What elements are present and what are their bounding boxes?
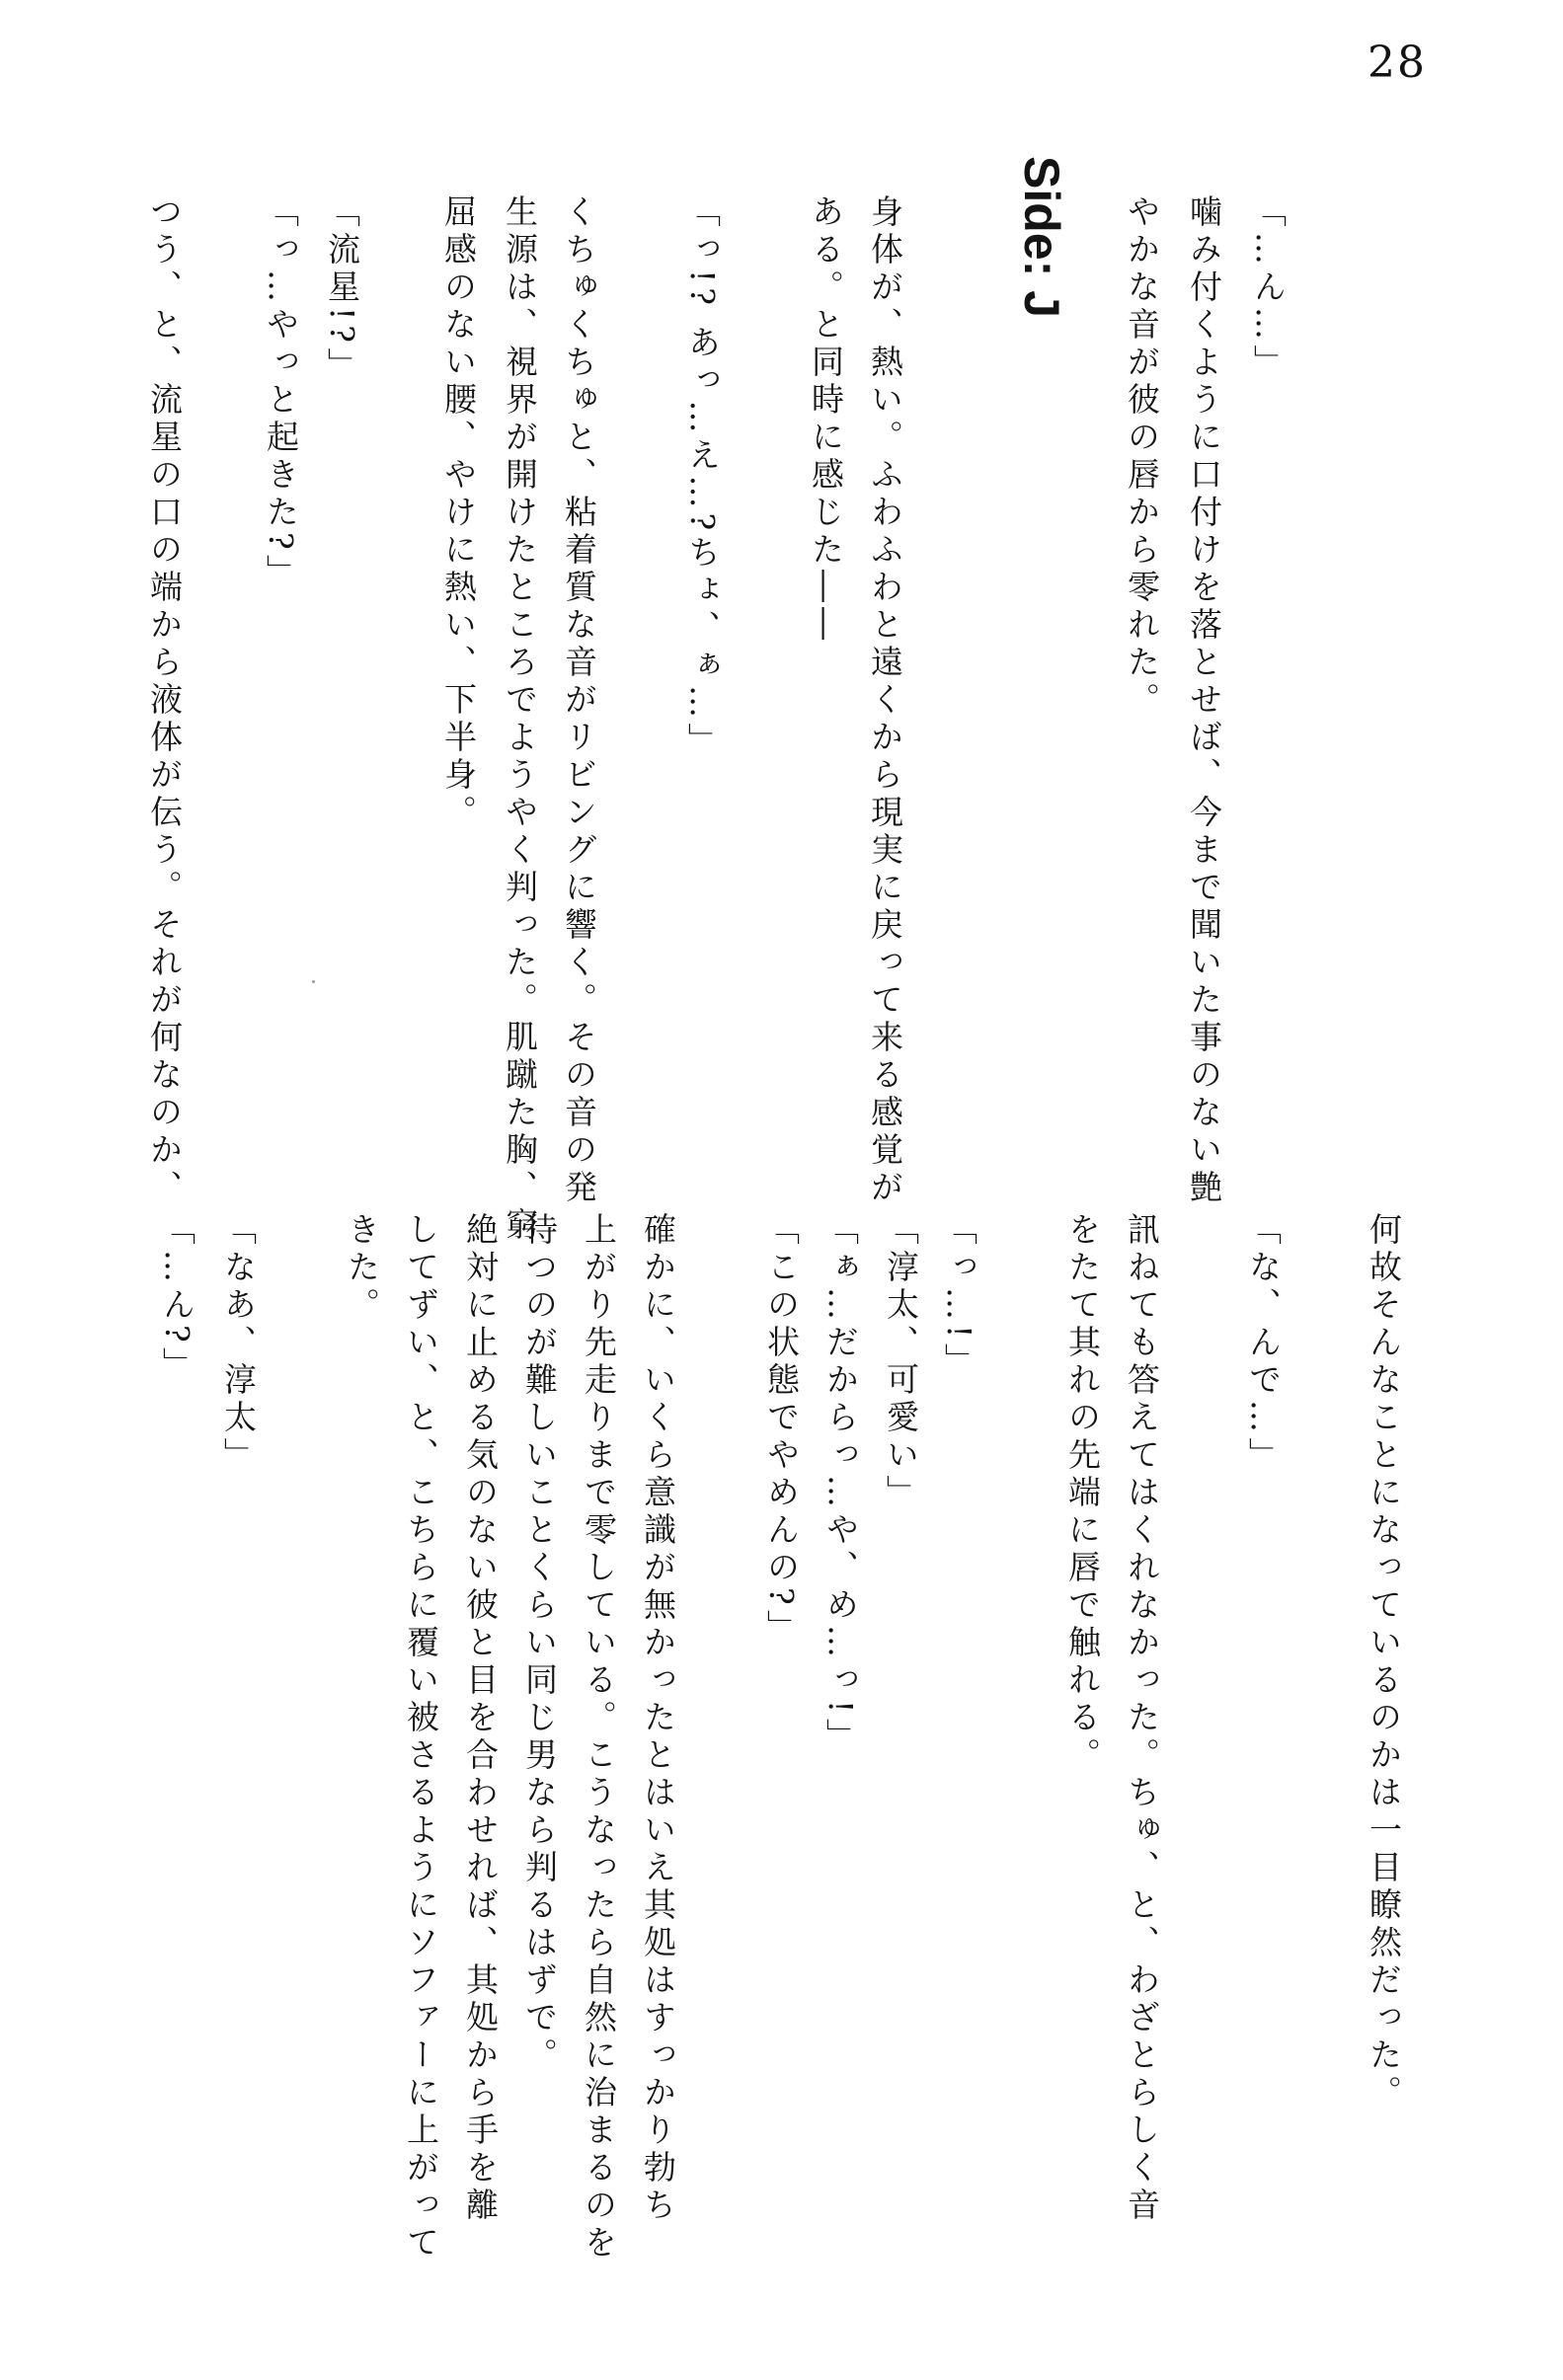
text-column: 「この状態でやめんの?」 (762, 1212, 801, 1648)
text-column: 身体が、熱い。ふわふわと遠くから現実に戻って来る感覚が (866, 194, 904, 1207)
text-column: 絶対に止める気のない彼と目を合わせれば、其処から手を離 (461, 1212, 500, 2225)
text-column: きた。 (343, 1212, 381, 1325)
text-column: 「…ん?」 (158, 1212, 196, 1385)
text-column: 確かに、いくら意識が無かったとはいえ其処はすっかり勃ち (639, 1212, 677, 2225)
text-column: ある。と同時に感じた―― (807, 194, 845, 645)
text-column: をたて其れの先端に唇で触れる。 (1063, 1212, 1102, 1775)
text-column: 「っ…やっと起きた?」 (262, 194, 300, 592)
text-column: 「な、んで…」 (1244, 1212, 1283, 1475)
text-column: 「流星!?」 (323, 194, 361, 385)
section-heading: Side: J (1014, 156, 1069, 318)
text-column: 屈感のない腰、やけに熱い、下半身。 (439, 194, 478, 832)
text-column: 「っ!? あっ…え…?ちょ、ぁ…」 (683, 194, 722, 761)
text-column: くちゅくちゅと、粘着質な音がリビングに響く。その音の発 (560, 194, 598, 1207)
text-column: 「なあ、淳太」 (219, 1212, 258, 1475)
text-column: 生源は、視界が開けたところでようやく判った。肌蹴た胸、窮 (501, 194, 539, 1245)
text-column: 「っ…!」 (940, 1212, 978, 1381)
text-column: つう、と、流星の口の端から液体が伝う。それが何なのか、 (145, 194, 184, 1207)
scan-speck (312, 980, 315, 983)
text-column: 「ぁ…だからっ…や、め…っ!」 (821, 1212, 860, 1756)
text-column: 噛み付くように口付けを落とせば、今まで聞いた事のない艶 (1185, 194, 1223, 1207)
text-column: 「…ん…」 (1249, 194, 1288, 382)
text-column: やかな音が彼の唇から零れた。 (1123, 194, 1161, 720)
text-column: 訊ねても答えてはくれなかった。ちゅ、と、わざとらしく音 (1123, 1212, 1161, 2225)
text-column: 上がり先走りまで零している。こうなったら自然に治まるのを (580, 1212, 618, 2263)
text-column: してずい、と、こちらに覆い被さるようにソファーに上がって (402, 1212, 440, 2263)
page-number: 28 (1368, 38, 1427, 88)
text-column: 何故そんなことになっているのかは一目瞭然だった。 (1365, 1212, 1403, 2112)
text-column: 「淳太、可愛い」 (882, 1212, 920, 1512)
text-column: 待つのが難しいことくらい同じ男なら判るはずで。 (520, 1212, 559, 2075)
